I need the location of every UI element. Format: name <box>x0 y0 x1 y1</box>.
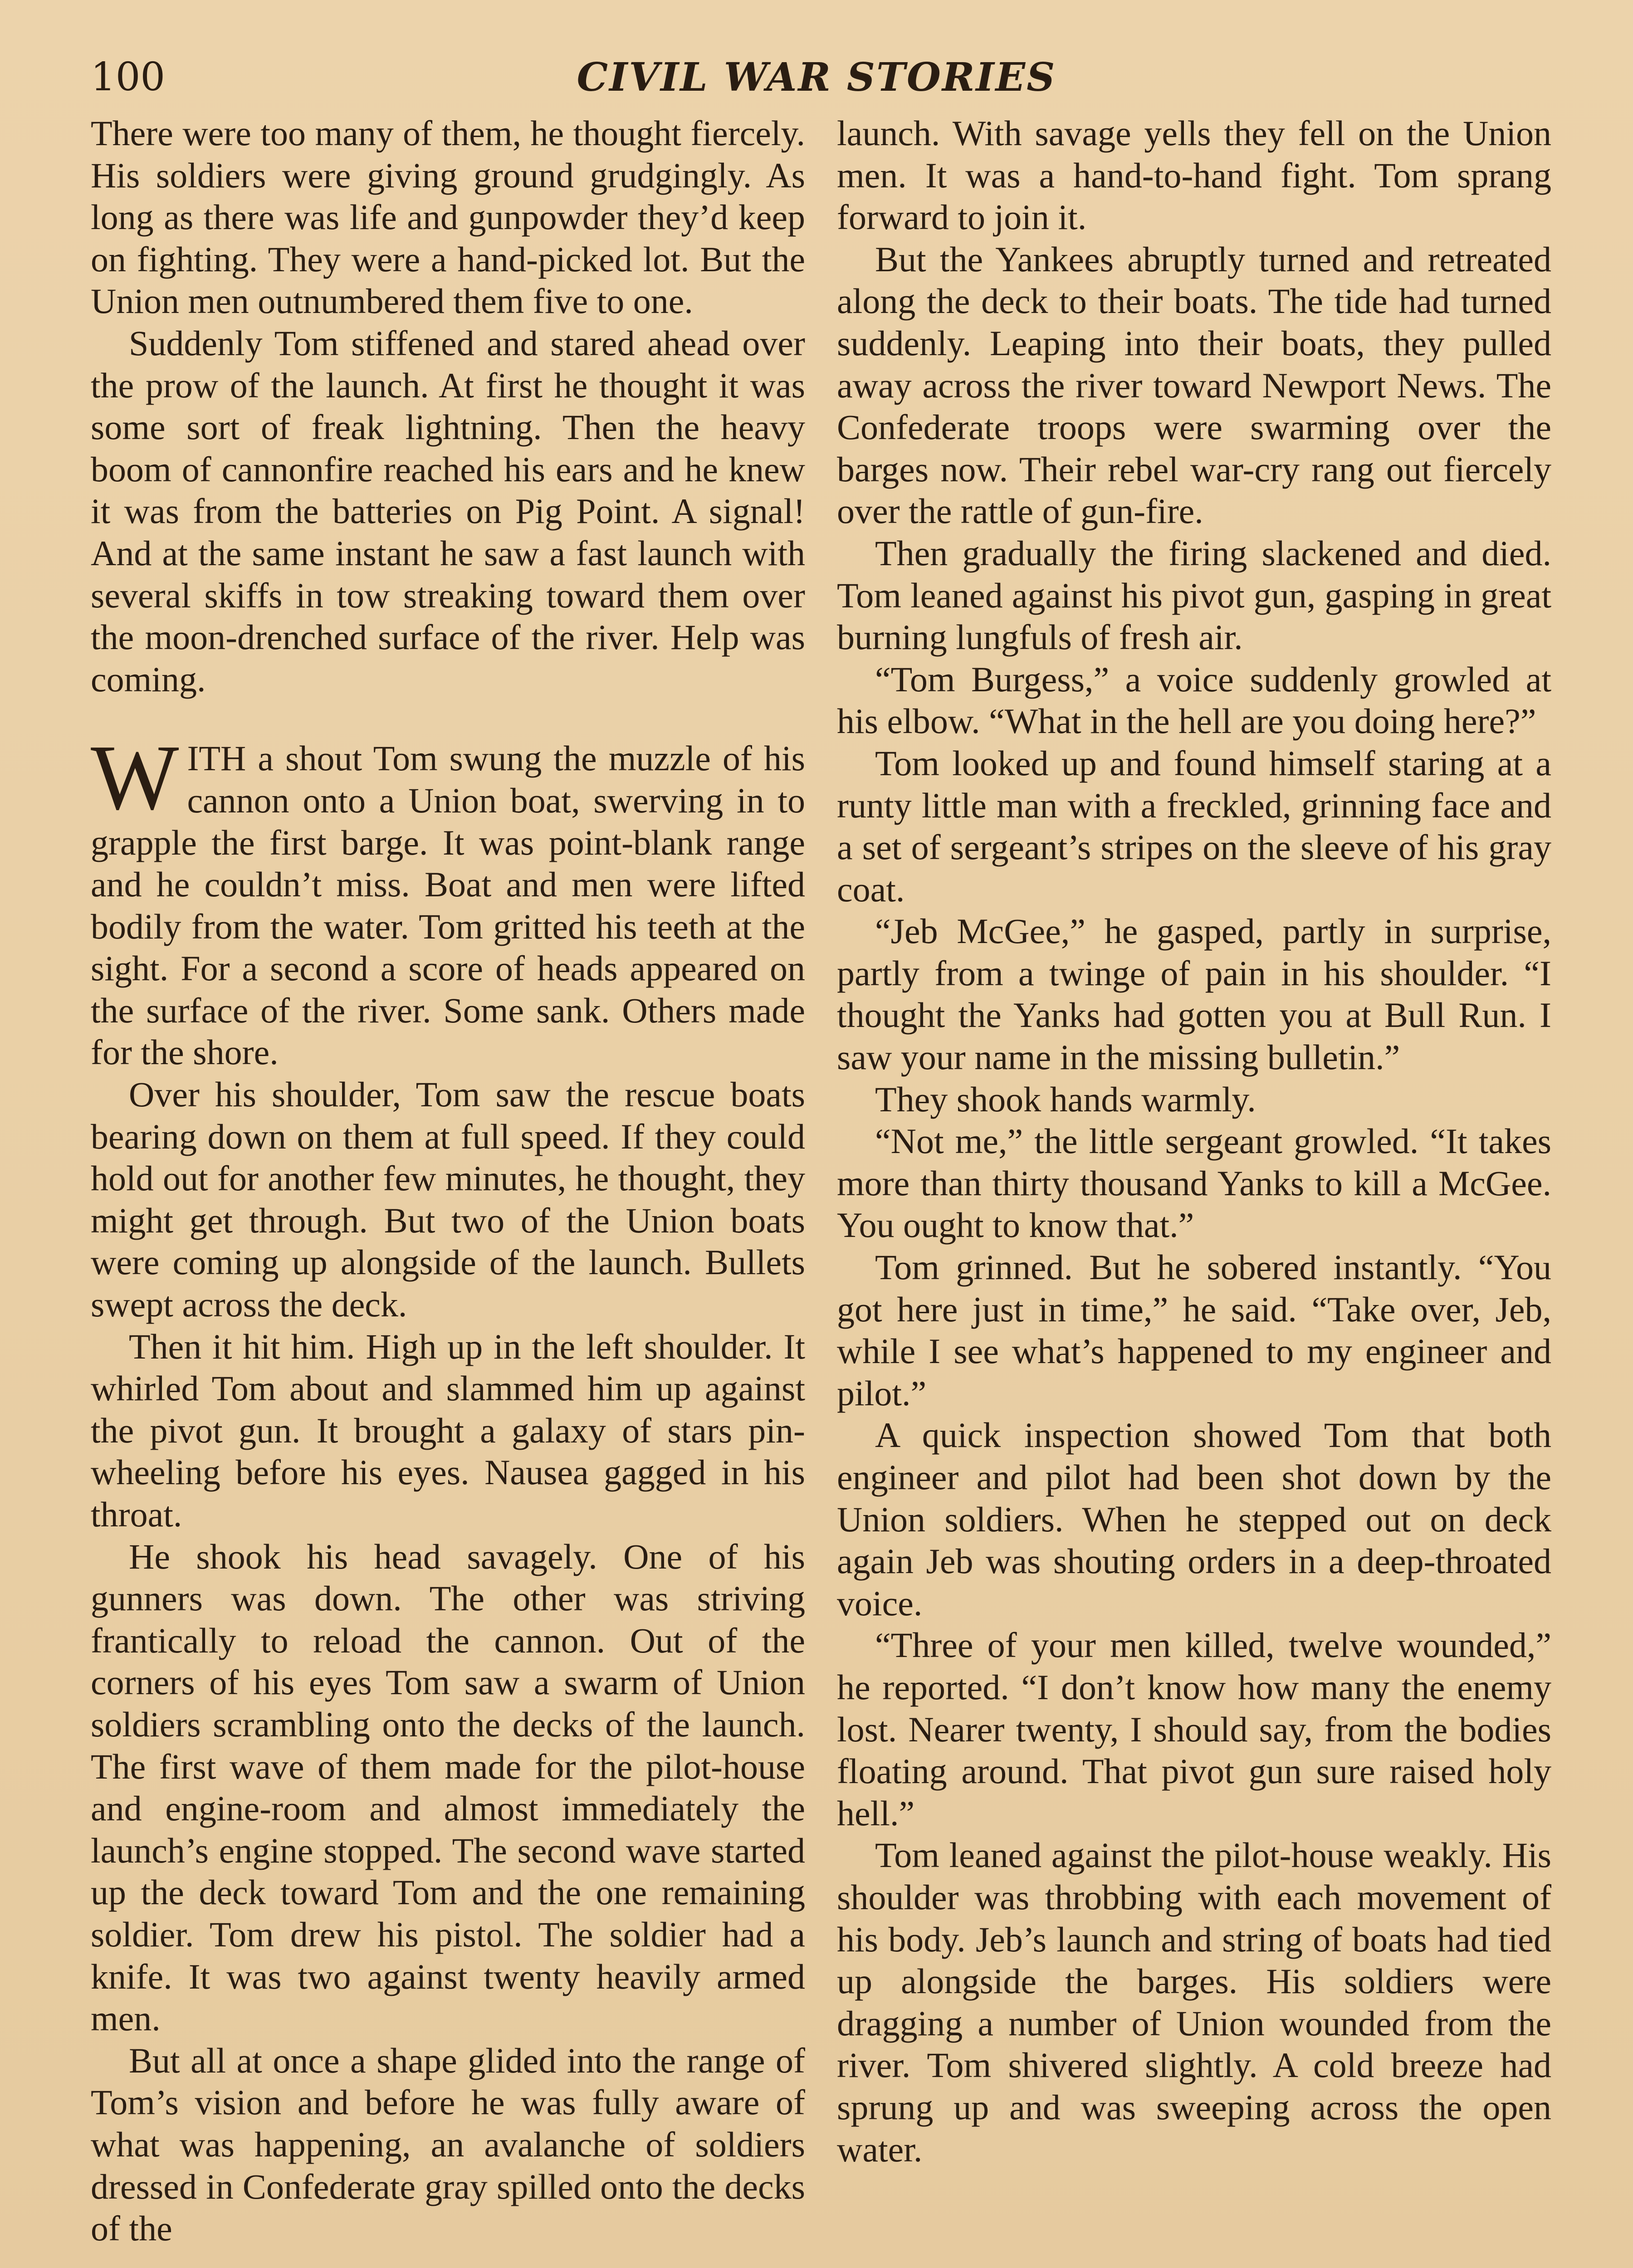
drop-cap: W <box>91 725 179 830</box>
paragraph: A quick inspection showed Tom that both engineer and pilot had been shot down by the Union soldiers. When he stepped out on deck again Jeb was shouting orders in a deep-throated voice. <box>837 1415 1551 1623</box>
paragraph: Then gradually the firing slackened and died. Tom leaned against his pivot gun, gasping in great burning lungfuls of fresh air. <box>837 533 1551 657</box>
left-column <box>91 112 805 2250</box>
paragraph-text: ITH a shout Tom swung the muzzle of his cannon onto a Union boat, swerving in to grapple the first barge. It was point-blank range and he couldn’t miss. Boat and men were lifted bodily from the water. Tom gritted his teeth at the sight. For a second a score of heads appeared on the surface of the river. Some sank. Others made for the shore. <box>91 738 805 1072</box>
paragraph: launch. With savage yells they fell on the Union men. It was a hand-to-hand fight. Tom sprang forward to join it. <box>837 113 1551 237</box>
section-opening-paragraph <box>91 725 805 1074</box>
paragraph: Suddenly Tom stiffened and stared ahead over the prow of the launch. At first he thought it was some sort of freak lightning. Then the heavy boom of cannonfire reached his ears and he knew it was from the batteries on Pig Point. A signal! And at the same instant he saw a fast launch with several skiffs in tow streaking toward them over the moon-drenched surface of the river. Help was coming. <box>91 323 805 699</box>
paragraph: “Not me,” the little sergeant growled. “It takes more than thirty thousand Yanks to kill a McGee. You ought to know that.” <box>837 1121 1551 1245</box>
page-header <box>91 54 1542 109</box>
page-number: 100 <box>91 54 166 100</box>
right-column <box>837 112 1551 2170</box>
running-head-title: CIVIL WAR STORIES <box>577 54 1056 100</box>
paragraph: But all at once a shape glided into the range of Tom’s vision and before he was fully aware of what was happening, an avalanche of soldiers dressed in Confederate gray spilled onto the decks of the <box>91 2040 805 2248</box>
paragraph: “Three of your men killed, twelve wounded,” he reported. “I don’t know how many the enemy lost. Nearer twenty, I should say, from the bodies floating around. That pivot gun sure raised holy hell.” <box>837 1625 1551 1833</box>
paragraph: They shook hands warmly. <box>875 1079 1256 1119</box>
paragraph: There were too many of them, he thought fiercely. His soldiers were giving ground grudgingly. As long as there was life and gunpowder they’d keep on fighting. They were a hand-picked lot. But the Union men outnumbered them five to one. <box>91 113 805 321</box>
paragraph: Then it hit him. High up in the left shoulder. It whirled Tom about and slammed him up against the pivot gun. It brought a galaxy of stars pin-wheeling before his eyes. Nausea gagged in his throat. <box>91 1326 805 1534</box>
paragraph: Tom leaned against the pilot-house weakly. His shoulder was throbbing with each movement of his body. Jeb’s launch and string of boats had tied up alongside the barges. His soldiers were dragging a number of Union wounded from the river. Tom shivered slightly. A cold breeze had sprung up and was sweeping across the open water. <box>837 1835 1551 2169</box>
paragraph: “Tom Burgess,” a voice suddenly growled at his elbow. “What in the hell are you doing here?” <box>837 659 1551 741</box>
paragraph: “Jeb McGee,” he gasped, partly in surprise, partly from a twinge of pain in his shoulder. “I thought the Yanks had gotten you at Bull Run. I saw your name in the missing bulletin.” <box>837 911 1551 1077</box>
paragraph: Tom grinned. But he sobered instantly. “You got here just in time,” he said. “Take over, Jeb, while I see what’s happened to my engineer and pilot.” <box>837 1247 1551 1413</box>
paragraph: He shook his head savagely. One of his gunners was down. The other was striving frantically to reload the cannon. Out of the corners of his eyes Tom saw a swarm of Union soldiers scrambling onto the decks of the launch. The first wave of them made for the pilot-house and engine-room and almost immediately the launch’s engine stopped. The second wave started up the deck toward Tom and the one remaining soldier. Tom drew his pistol. The soldier had a knife. It was two against twenty heavily armed men. <box>91 1536 805 2038</box>
paragraph: Tom looked up and found himself staring at a runty little man with a freckled, grinning face and a set of sergeant’s stripes on the sleeve of his gray coat. <box>837 743 1551 909</box>
paragraph: Over his shoulder, Tom saw the rescue boats bearing down on them at full speed. If they could hold out for another few minutes, he thought, they might get through. But two of the Union boats were coming up alongside of the launch. Bullets swept across the deck. <box>91 1075 805 1325</box>
paragraph: But the Yankees abruptly turned and retreated along the deck to their boats. The tide had turned suddenly. Leaping into their boats, they pulled away across the river toward Newport News. The Confederate troops were swarming over the barges now. Their rebel war-cry rang out fiercely over the rattle of gun-fire. <box>837 239 1551 531</box>
